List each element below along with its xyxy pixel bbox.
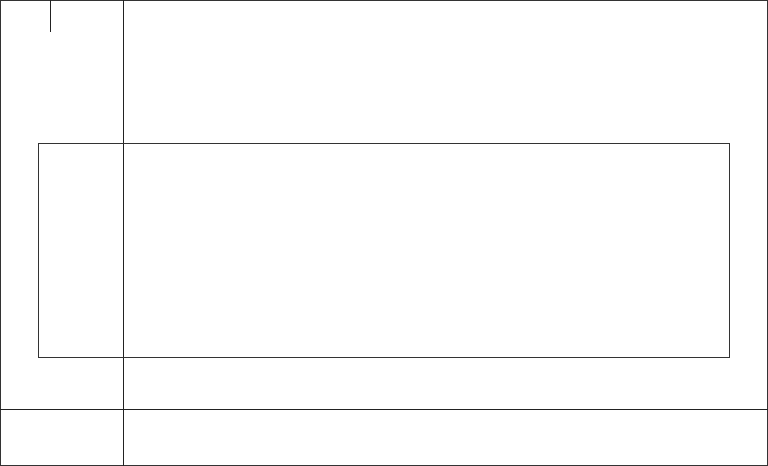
overlay-table-frame [38, 143, 730, 358]
